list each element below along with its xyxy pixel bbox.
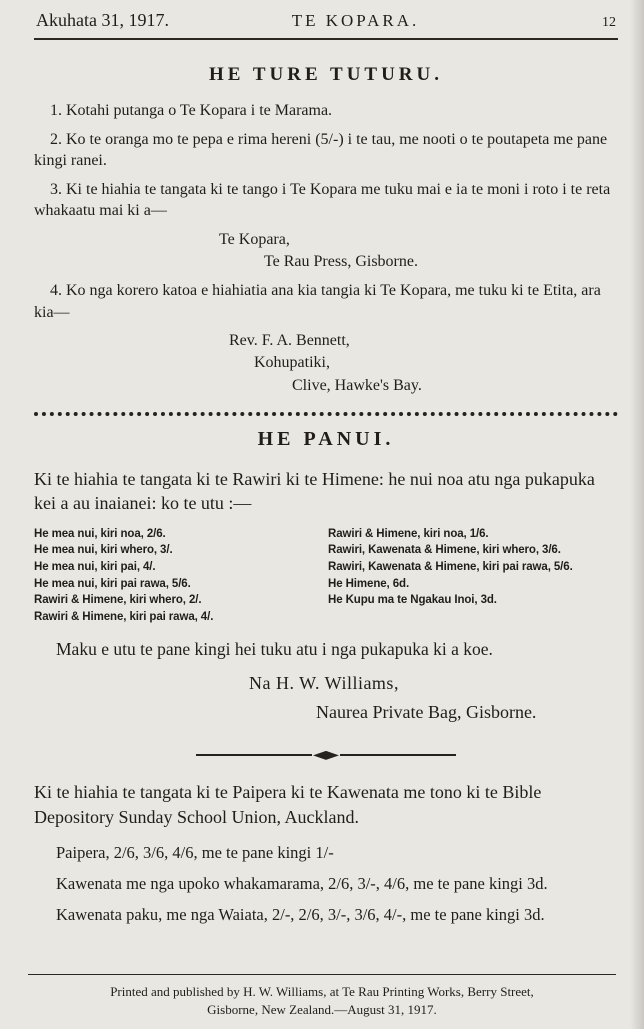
- rule-paragraph-3: 3. Ki te hiahia te tangata ki te tango i Te Kopara me tuku mai e ia te moni i roto i te reta whakaatu mai ki a—: [34, 181, 611, 220]
- address-kopara-line1: Te Kopara,: [219, 230, 290, 248]
- price-item: Rawiri & Himene, kiri pai rawa, 4/.: [34, 611, 214, 624]
- divider-line-right: [340, 754, 456, 756]
- address-kopara-line2: Te Rau Press, Gisborne.: [264, 253, 418, 271]
- price-item: Rawiri & Himene, kiri whero, 2/.: [34, 594, 202, 607]
- panui-closing: Maku e utu te pane kingi hei tuku atu i nga pukapuka ki a koe.: [56, 638, 493, 659]
- address-bennett-line3: Clive, Hawke's Bay.: [292, 376, 422, 394]
- masthead-title: TE KOPARA.: [291, 11, 420, 30]
- section-title-ture: HE TURE TUTURU.: [208, 64, 444, 85]
- divider-line-left: [196, 754, 312, 756]
- bible-price-line-3: Kawenata paku, me nga Waiata, 2/-, 2/6, 3/-, 3/6, 4/-, me te pane kingi 3d.: [56, 904, 545, 924]
- price-item: Rawiri & Himene, kiri noa, 1/6.: [328, 527, 489, 540]
- price-item: He mea nui, kiri whero, 3/.: [34, 544, 173, 557]
- issue-date: Akuhata 31, 1917.: [36, 10, 169, 30]
- ornament-divider: [196, 751, 456, 760]
- price-item: He mea nui, kiri noa, 2/6.: [34, 527, 166, 540]
- address-bennett-line1: Rev. F. A. Bennett,: [229, 331, 350, 349]
- bible-price-line-2: Kawenata me nga upoko whakamarama, 2/6, 3/-, 4/6, me te pane kingi 3d.: [56, 873, 548, 893]
- price-item: He Himene, 6d.: [328, 577, 410, 590]
- bible-intro: Ki te hiahia te tangata ki te Paipera ki te Kawenata me tono ki te Bible Depository Sunday School Union, Auckland.: [34, 781, 542, 828]
- section-title-panui: HE PANUI.: [257, 428, 395, 451]
- bible-price-line-1: Paipera, 2/6, 3/6, 4/6, me te pane kingi 1/-: [56, 843, 334, 863]
- imprint-line-1: Printed and published by H. W. Williams, at Te Rau Printing Works, Berry Street,: [110, 983, 534, 999]
- price-item: He mea nui, kiri pai rawa, 5/6.: [34, 577, 191, 590]
- price-item: Rawiri, Kawenata & Himene, kiri whero, 3/6.: [328, 544, 561, 557]
- address-bennett-line2: Kohupatiki,: [254, 354, 330, 372]
- price-list-right-column: [328, 526, 604, 626]
- price-item: Rawiri, Kawenata & Himene, kiri pai rawa, 5/6.: [328, 561, 573, 574]
- dotted-divider: [34, 412, 618, 416]
- signature-address: Naurea Private Bag, Gisborne.: [316, 701, 537, 722]
- rule-paragraph-2: 2. Ko te oranga mo te pepa e rima hereni (5/-) i te tau, me nooti o te poutapeta me pane kingi ranei.: [34, 131, 608, 170]
- panui-intro: Ki te hiahia te tangata ki te Rawiri ki te Himene: he nui noa atu nga pukapuka kei a au inaianei: ko te utu :—: [34, 469, 595, 514]
- price-item: He mea nui, kiri pai, 4/.: [34, 561, 156, 574]
- imprint-line-2: Gisborne, New Zealand.—August 31, 1917.: [207, 1001, 437, 1017]
- rule-paragraph-1: 1. Kotahi putanga o Te Kopara i te Marama.: [50, 102, 333, 119]
- price-list: [34, 526, 618, 626]
- page-header: [34, 6, 618, 40]
- diamond-ornament-icon: [313, 751, 339, 760]
- rule-paragraph-4: 4. Ko nga korero katoa e hiahiatia ana kia tangia ki Te Kopara, me tuku ki te Etita, ara kia—: [34, 282, 601, 321]
- page-number: 12: [602, 15, 616, 30]
- price-list-left-column: [34, 526, 314, 626]
- price-item: He Kupu ma te Ngakau Inoi, 3d.: [328, 594, 497, 607]
- signature-name: Na H. W. Williams,: [249, 672, 399, 693]
- imprint-footer: [28, 974, 616, 1019]
